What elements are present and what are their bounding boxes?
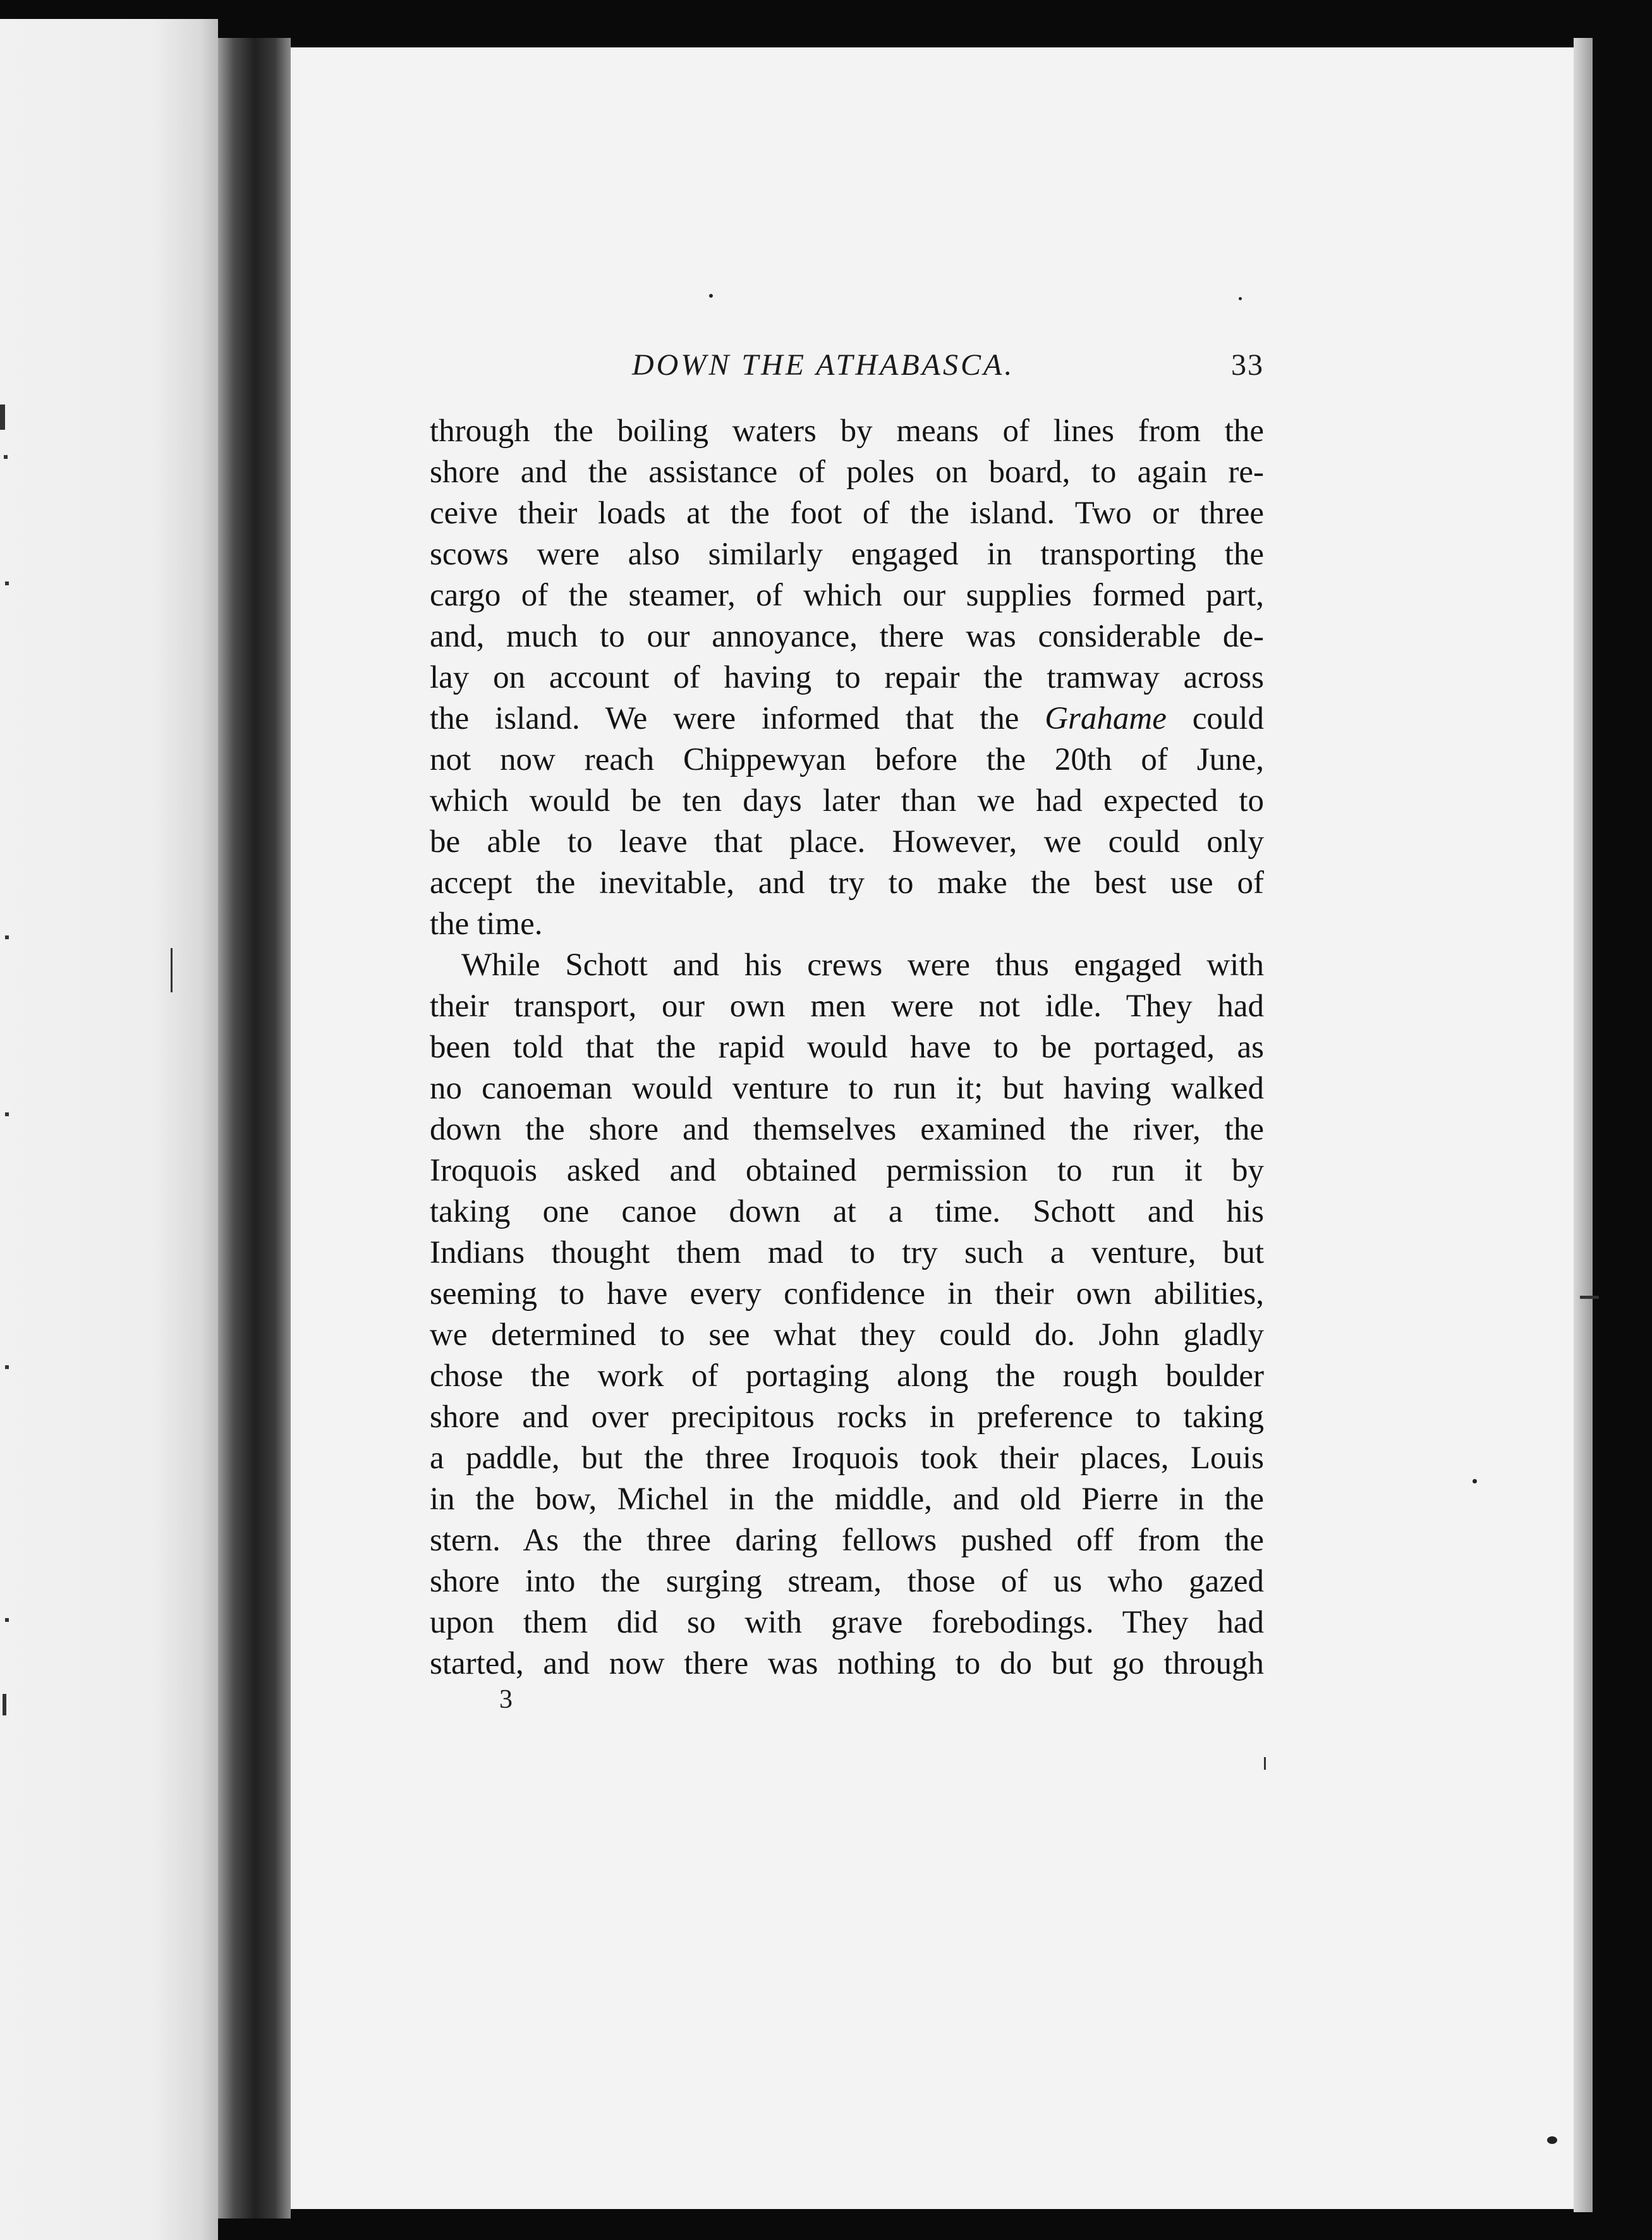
scan-artifact bbox=[1473, 1479, 1477, 1483]
text-line: While Schott and his crews were thus engaged with bbox=[461, 947, 1264, 983]
text-line: through the boiling waters by means of lines from the bbox=[430, 413, 1264, 449]
scan-artifact bbox=[1264, 1757, 1266, 1770]
scan-artifact bbox=[5, 581, 9, 585]
text-line: their transport, our own men were not idle. They had bbox=[430, 989, 1264, 1024]
text-line: scows were also similarly engaged in transporting the bbox=[430, 537, 1264, 572]
text-line: seeming to have every confidence in their own abilities, bbox=[430, 1276, 1264, 1312]
scan-artifact bbox=[4, 455, 8, 459]
text-line-with-italic bbox=[430, 698, 1264, 740]
page-edge-shadow bbox=[1574, 38, 1593, 2212]
book-gutter bbox=[218, 38, 291, 2219]
text-line: ceive their loads at the foot of the island. Two or three bbox=[430, 496, 1264, 531]
paragraph bbox=[430, 945, 1264, 1684]
paragraph bbox=[430, 411, 1264, 945]
text-line: we determined to see what they could do. John gladly bbox=[430, 1317, 1264, 1353]
text-line: shore and over precipitous rocks in preference to taking bbox=[430, 1399, 1264, 1435]
scan-artifact bbox=[1239, 297, 1242, 300]
page-number: 33 bbox=[1231, 348, 1264, 382]
text-line: and, much to our annoyance, there was considerable de- bbox=[430, 619, 1264, 654]
text-line: Iroquois asked and obtained permission to run it by bbox=[430, 1153, 1264, 1188]
scan-artifact bbox=[5, 1365, 9, 1369]
scan-artifact bbox=[5, 1112, 9, 1116]
text-line: shore into the surging stream, those of us who gazed bbox=[430, 1564, 1264, 1599]
scan-artifact bbox=[5, 1618, 9, 1622]
text-line: chose the work of portaging along the rough boulder bbox=[430, 1358, 1264, 1394]
text-line: in the bow, Michel in the middle, and old Pierre in the bbox=[430, 1482, 1264, 1517]
scan-artifact bbox=[709, 294, 713, 298]
running-header bbox=[430, 341, 1264, 398]
text-line: the time. bbox=[430, 906, 543, 942]
text-line: taking one canoe down at a time. Schott and his bbox=[430, 1194, 1264, 1229]
text-line: lay on account of having to repair the tramway across bbox=[430, 660, 1264, 695]
text-line: stern. As the three daring fellows pushed off from the bbox=[430, 1523, 1264, 1558]
signature-mark: 3 bbox=[499, 1685, 513, 1714]
text-line: no canoeman would venture to run it; but having walked bbox=[430, 1071, 1264, 1106]
text-segment: could bbox=[1166, 701, 1265, 736]
facing-page bbox=[0, 19, 218, 2240]
text-line: which would be ten days later than we had expected to bbox=[430, 783, 1264, 819]
text-line: be able to leave that place. However, we could only bbox=[430, 824, 1264, 860]
text-segment: the island. We were informed that the bbox=[430, 701, 1019, 736]
text-line: not now reach Chippewyan before the 20th of June, bbox=[430, 742, 1264, 777]
text-line: started, and now there was nothing to do but go through bbox=[430, 1646, 1264, 1681]
text-line: accept the inevitable, and try to make the best use of bbox=[430, 865, 1264, 901]
text-line: been told that the rapid would have to be portaged, as bbox=[430, 1030, 1264, 1065]
text-line: shore and the assistance of poles on board, to again re- bbox=[430, 454, 1264, 490]
text-line: a paddle, but the three Iroquois took their places, Louis bbox=[430, 1440, 1264, 1476]
text-line: cargo of the steamer, of which our supplies formed part, bbox=[430, 578, 1264, 613]
scan-artifact bbox=[3, 1694, 6, 1715]
scan-artifact bbox=[171, 948, 173, 992]
scan-artifact bbox=[1580, 1296, 1599, 1299]
text-line: upon them did so with grave forebodings. They had bbox=[430, 1605, 1264, 1640]
scan-artifact bbox=[1547, 2136, 1557, 2144]
ship-name: Grahame bbox=[1045, 701, 1167, 736]
running-title: DOWN THE ATHABASCA. bbox=[632, 348, 1015, 382]
scan-artifact bbox=[5, 935, 9, 939]
scan-artifact bbox=[0, 405, 5, 430]
text-line: down the shore and themselves examined the river, the bbox=[430, 1112, 1264, 1147]
text-line: Indians thought them mad to try such a venture, but bbox=[430, 1235, 1264, 1270]
body-text bbox=[430, 411, 1264, 1684]
